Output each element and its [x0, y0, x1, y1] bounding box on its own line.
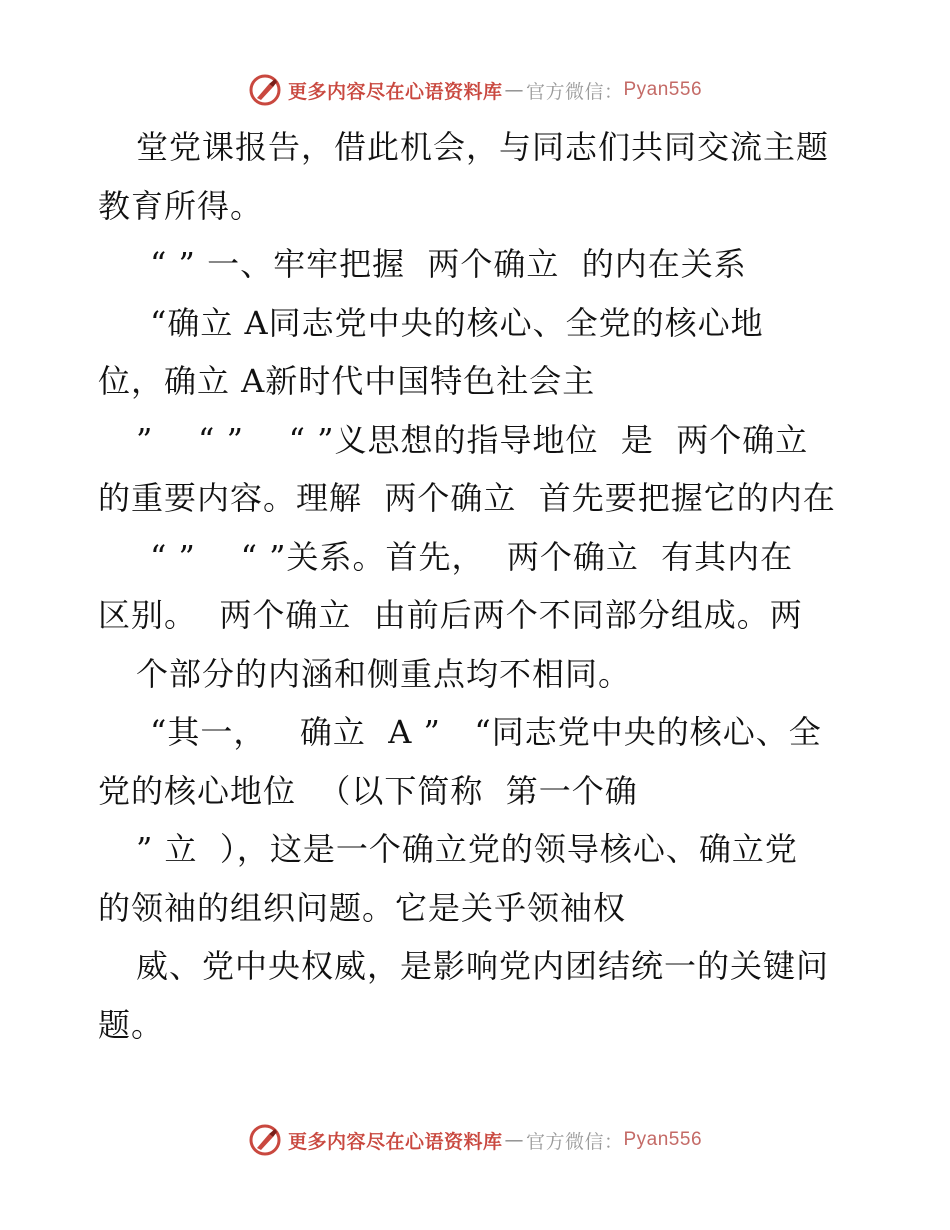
text-line: 威、党中央权威，是影响党内团结统一的关键问 [136, 947, 830, 985]
text-line: 的领袖的组织问题。它是关乎领袖权 [98, 888, 627, 927]
watermark-contact-id: Pyan556 [623, 79, 703, 100]
watermark-title: 更多内容尽在心语资料库 [287, 1130, 503, 1153]
pen-logo-icon [248, 1123, 282, 1157]
text-line: 题。 [98, 1005, 165, 1044]
text-line: 个部分的内涵和侧重点均不相同。 [136, 654, 632, 693]
header-watermark [0, 70, 950, 110]
text-line: 区别。 两个确立 由前后两个不同部分组成。两 [98, 596, 803, 634]
pen-logo-icon [248, 73, 282, 107]
text-line: ” “ ” “ ”义思想的指导地位 是 两个确立 [136, 420, 809, 459]
text-line: “ ” “ ”关系。首先， 两个确立 有其内在 [150, 537, 794, 576]
footer-watermark [0, 1120, 950, 1160]
text-line: 党的核心地位 （以下简称 第一个确 [98, 771, 638, 810]
text-line: “确立 A同志党中央的核心、全党的核心地 [150, 303, 764, 342]
text-line: 教育所得。 [98, 186, 264, 225]
section-heading: “ ” 一、牢牢把握 两个确立 的内在关系 [150, 245, 747, 283]
watermark-contact-id: Pyan556 [623, 1129, 703, 1150]
text-line: ” 立 ），这是一个确立党的领导核心、确立党 [136, 830, 798, 868]
watermark-separator: — [504, 79, 524, 101]
text-line: 位，确立 A新时代中国特色社会主 [98, 362, 596, 400]
watermark-contact-label: 官方微信： [525, 1130, 624, 1153]
watermark-separator: — [504, 1129, 524, 1151]
watermark-contact-label: 官方微信： [525, 80, 624, 103]
watermark-title: 更多内容尽在心语资料库 [287, 80, 503, 103]
text-line: “其一， 确立 A ” “同志党中央的核心、全 [150, 713, 822, 751]
text-line: 的重要内容。理解 两个确立 首先要把握它的内在 [98, 479, 836, 517]
text-line: 堂党课报告，借此机会，与同志们共同交流主题 [136, 128, 830, 166]
document-body [98, 118, 858, 1054]
